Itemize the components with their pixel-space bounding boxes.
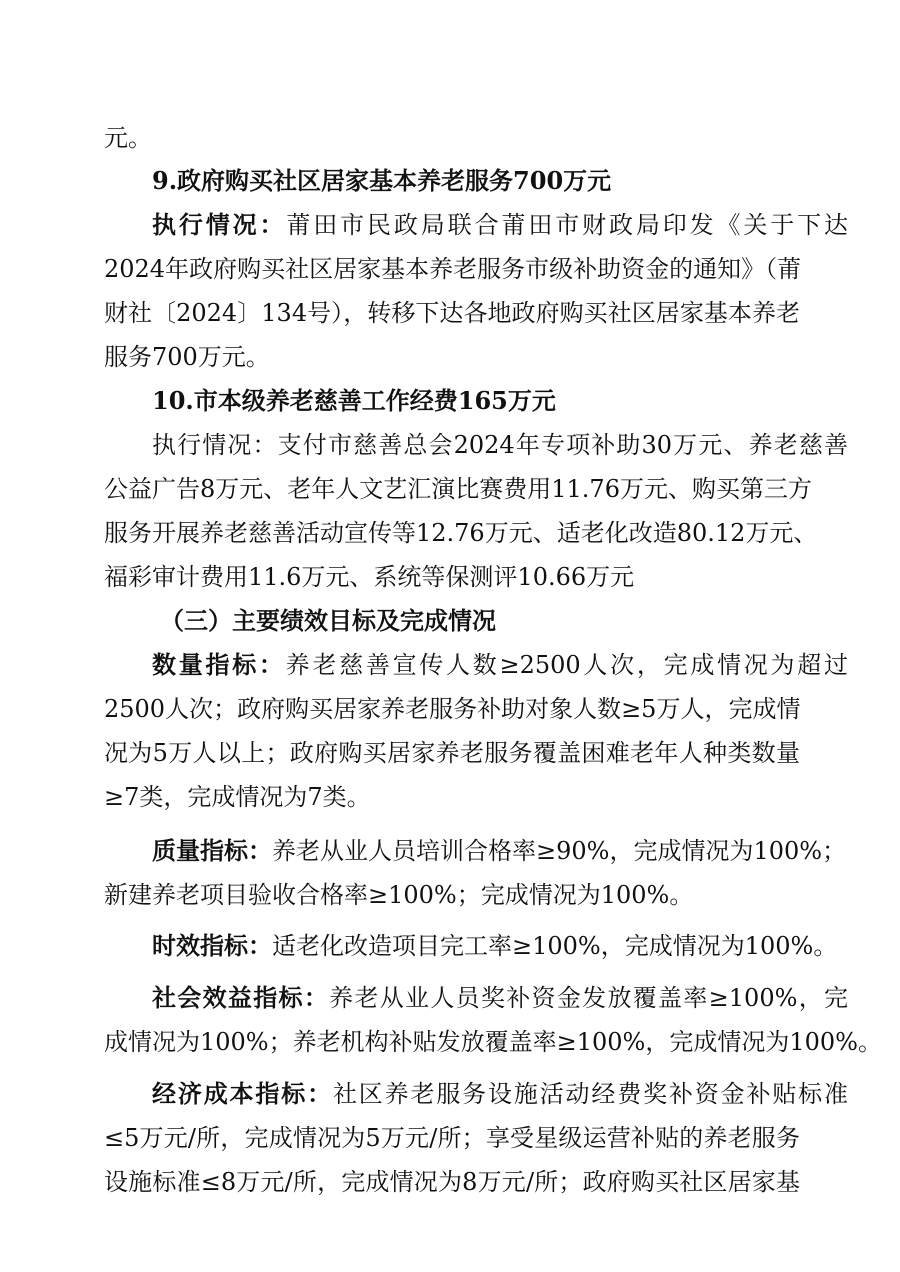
line-text: 公益广告8万元、老年人文艺汇演比赛费用11.76万元、购买第三方	[104, 475, 812, 503]
line-text: 养老从业人员培训合格率≥90%，完成情况为100%；	[272, 837, 847, 865]
paragraph-label: 时效指标：	[152, 931, 272, 960]
section-heading	[104, 379, 848, 423]
line-text: 况为5万人以上；政府购买居家养老服务覆盖困难老年人种类数量	[104, 739, 800, 767]
paragraph-line	[104, 731, 800, 775]
line-text: 适老化改造项目完工率≥100%，完成情况为100%。	[272, 932, 838, 960]
paragraph-line	[104, 1072, 848, 1116]
line-text: 财社〔2024〕134号），转移下达各地政府购买社区居家基本养老	[104, 299, 800, 327]
line-text: ≥7类，完成情况为7类。	[104, 783, 371, 811]
paragraph-line	[104, 467, 812, 511]
line-text: 养老慈善宣传人数≥2500人次，完成情况为超过	[285, 651, 848, 679]
section-heading	[104, 159, 848, 203]
line-text: 执行情况：支付市慈善总会2024年专项补助30万元、养老慈善	[152, 431, 848, 459]
paragraph-label: 经济成本指标：	[152, 1079, 333, 1108]
paragraph-line	[104, 511, 818, 555]
line-text: 福彩审计费用11.6万元、系统等保测评10.66万元	[104, 563, 635, 591]
paragraph-line	[104, 335, 800, 379]
paragraph-line	[104, 873, 800, 917]
paragraph-label: 社会效益指标：	[152, 983, 330, 1012]
line-text: 服务700万元。	[104, 343, 270, 371]
paragraph-line	[104, 976, 848, 1020]
line-text: 2024年政府购买社区居家基本养老服务市级补助资金的通知》（莆	[104, 255, 802, 283]
paragraph-line	[104, 247, 800, 291]
line-text: 莆田市民政局联合莆田市财政局印发《关于下达	[286, 211, 849, 239]
paragraph-label: 质量指标：	[152, 836, 272, 865]
heading-text: （三）主要绩效目标及完成情况	[160, 606, 496, 635]
paragraph-line	[104, 1020, 882, 1064]
line-text: 社区养老服务设施活动经费奖补资金补贴标准	[332, 1080, 849, 1108]
subsection-heading	[104, 599, 856, 643]
paragraph-line	[104, 203, 848, 247]
paragraph-line	[104, 829, 848, 873]
paragraph-line	[104, 643, 848, 687]
line-text: 新建养老项目验收合格率≥100%；完成情况为100%。	[104, 881, 694, 909]
heading-text: 9.政府购买社区居家基本养老服务700万元	[152, 166, 612, 195]
line-text: 2500人次；政府购买居家养老服务补助对象人数≥5万人，完成情	[104, 695, 801, 723]
paragraph-line	[104, 775, 800, 819]
paragraph-line	[104, 924, 848, 968]
paragraph-line	[104, 291, 800, 335]
line-text: ≤5万元/所，完成情况为5万元/所；享受星级运营补贴的养老服务	[104, 1124, 800, 1152]
line-text: 养老从业人员奖补资金发放覆盖率≥100%，完	[329, 984, 848, 1012]
line-text: 设施标准≤8万元/所，完成情况为8万元/所；政府购买社区居家基	[104, 1168, 800, 1196]
paragraph-line	[104, 687, 800, 731]
paragraph-line	[104, 116, 800, 160]
paragraph-line	[104, 555, 800, 599]
paragraph-line	[104, 1116, 800, 1160]
line-text: 成情况为100%；养老机构补贴发放覆盖率≥100%，完成情况为100%。	[104, 1028, 882, 1056]
heading-text: 10.市本级养老慈善工作经费165万元	[152, 386, 556, 415]
line-text: 服务开展养老慈善活动宣传等12.76万元、适老化改造80.12万元、	[104, 519, 818, 547]
paragraph-label: 数量指标：	[152, 650, 286, 679]
paragraph-line	[104, 1160, 800, 1204]
paragraph-line	[104, 423, 848, 467]
line-text: 元。	[104, 124, 152, 152]
paragraph-label: 执行情况：	[152, 210, 287, 239]
